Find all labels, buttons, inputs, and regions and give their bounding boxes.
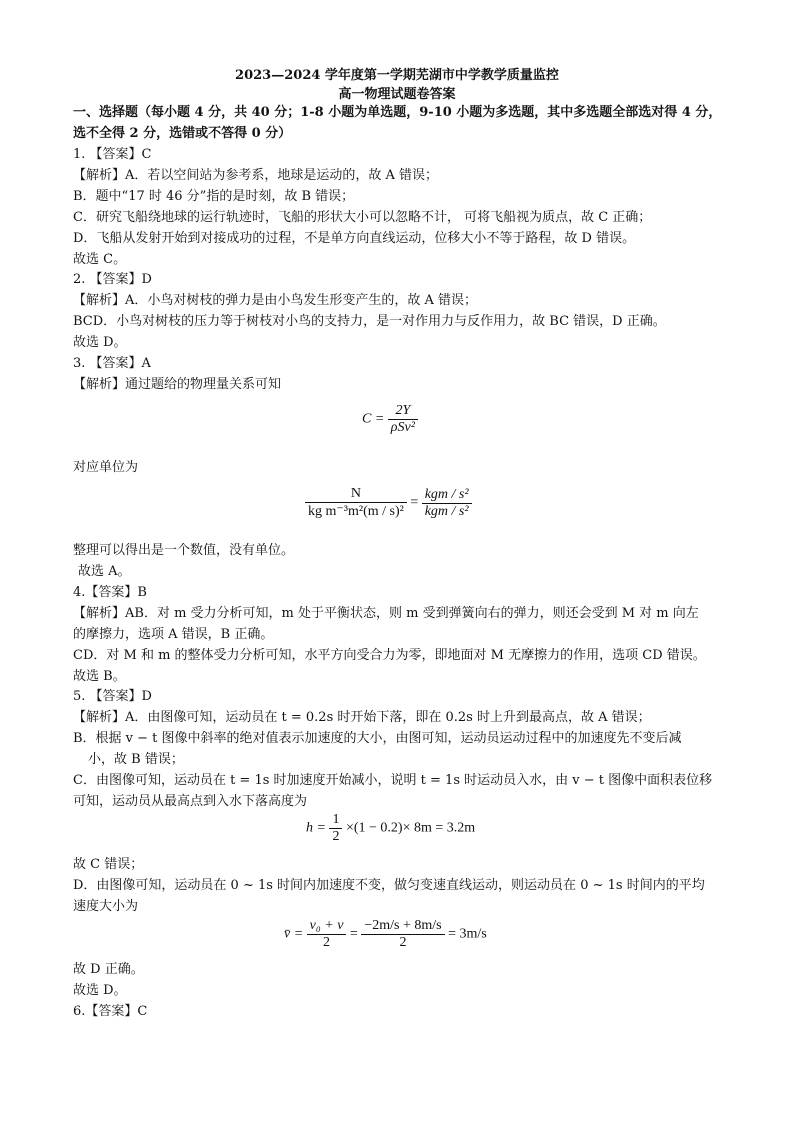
q2-analysis-line: BCD．小鸟对树枝的压力等于树枝对小鸟的支持力，是一对作用力与反作用力，故 BC 错误，D 正确。	[73, 314, 666, 329]
q5-analysis-line: 【解析】A．由图像可知，运动员在 t = 0.2s 时开始下落，即在 0.2s 时上升到最高点，故 A 错误；	[73, 710, 651, 725]
section-heading: 一、选择题（每小题 4 分，共 40 分；1-8 小题为单选题，9-10 小题为多选题，其中多选题全部选对得 4 分，	[73, 105, 722, 120]
q5-analysis-line: C．由图像可知，运动员在 t = 1s 时加速度开始减小，说明 t = 1s 时运动员入水，由 v − t 图像中面积表位移	[73, 773, 713, 788]
q5-equation-average-velocity: v̄ = $\frac{\text{v₀ + v}}{2}$ = $\frac{-2m/s + 8m/s}{2}$ = 3m/s	[284, 918, 487, 950]
q1-conclusion: 故选 C。	[73, 252, 127, 267]
q1-analysis-line: 【解析】A．若以空间站为参考系，地球是运动的，故 A 错误；	[73, 168, 439, 183]
q5-analysis-line: 可知，运动员从最高点到入水下落高度为	[73, 794, 308, 809]
page-title: 2023—2024 学年度第一学期芜湖市中学教学质量监控	[235, 68, 559, 83]
q4-conclusion: 故选 B。	[73, 669, 126, 684]
q5-analysis-line: 小，故 B 错误；	[88, 752, 184, 767]
q1-answer: 1. 【答案】C	[73, 147, 152, 162]
q5-answer: 5. 【答案】D	[73, 689, 152, 704]
q3-analysis-line: 【解析】通过题给的物理量关系可知	[73, 377, 282, 392]
q5-analysis-line: B．根据 v − t 图像中斜率的绝对值表示加速度的大小，由图可知，运动员运动过程中的加速度先不变后减	[73, 731, 682, 746]
q1-analysis-line: B．题中“17 时 46 分”指的是时刻，故 B 错误；	[73, 189, 355, 204]
q5-analysis-line: 故 D 正确。	[73, 962, 144, 977]
q3-analysis-line: 整理可以得出是一个数值，没有单位。	[73, 543, 295, 558]
section-heading-cont: 选不全得 2 分，选错或不答得 0 分）	[73, 126, 292, 141]
q4-analysis-line: CD．对 M 和 m 的整体受力分析可知，水平方向受合力为零，即地面对 M 无摩擦力的作用，选项 CD 错误。	[73, 648, 706, 663]
q3-unit-equation: $\frac{N}{\text{kg m⁻³m²(m / s)²}}$ = $\frac{\text{kgm / s²}}{\text{kgm / s²}}$	[305, 486, 472, 520]
q3-answer: 3. 【答案】A	[73, 356, 151, 371]
q4-answer: 4.【答案】B	[73, 585, 147, 600]
q6-answer: 6.【答案】C	[73, 1004, 148, 1019]
q2-conclusion: 故选 D。	[73, 335, 127, 350]
q5-analysis-line: 速度大小为	[73, 899, 139, 914]
page-subtitle: 高一物理试题卷答案	[338, 87, 456, 102]
q3-analysis-line: 对应单位为	[73, 460, 139, 475]
q4-analysis-line: 【解析】AB．对 m 受力分析可知，m 处于平衡状态，则 m 受到弹簧向右的弹力，则还会受到 M 对 m 向左	[73, 606, 699, 621]
q4-analysis-line: 的摩擦力，选项 A 错误，B 正确。	[73, 627, 274, 642]
q1-analysis-line: C．研究飞船绕地球的运行轨迹时，飞船的形状大小可以忽略不计， 可将飞船视为质点，故 C 正确；	[73, 210, 652, 225]
q3-equation-1: C = $\frac{2Y}{\text{ρSv²}}$	[362, 403, 418, 436]
q2-analysis-line: 【解析】A．小鸟对树枝的弹力是由小鸟发生形变产生的，故 A 错误；	[73, 293, 478, 308]
q3-conclusion: 故选 A。	[78, 564, 131, 579]
q5-equation-height: h = $\frac{1}{2}$ ×(1 − 0.2)× 8m = 3.2m	[306, 812, 476, 844]
q5-analysis-line: 故 C 错误；	[73, 857, 144, 872]
q2-answer: 2. 【答案】D	[73, 272, 152, 287]
q5-analysis-line: D．由图像可知，运动员在 0 ~ 1s 时间内加速度不变，做匀变速直线运动，则运动员在 0 ~ 1s 时间内的平均	[73, 878, 705, 893]
q5-conclusion: 故选 D。	[73, 983, 127, 998]
q1-analysis-line: D．飞船从发射开始到对接成功的过程，不是单方向直线运动，位移大小不等于路程，故 D 错误。	[73, 231, 636, 246]
